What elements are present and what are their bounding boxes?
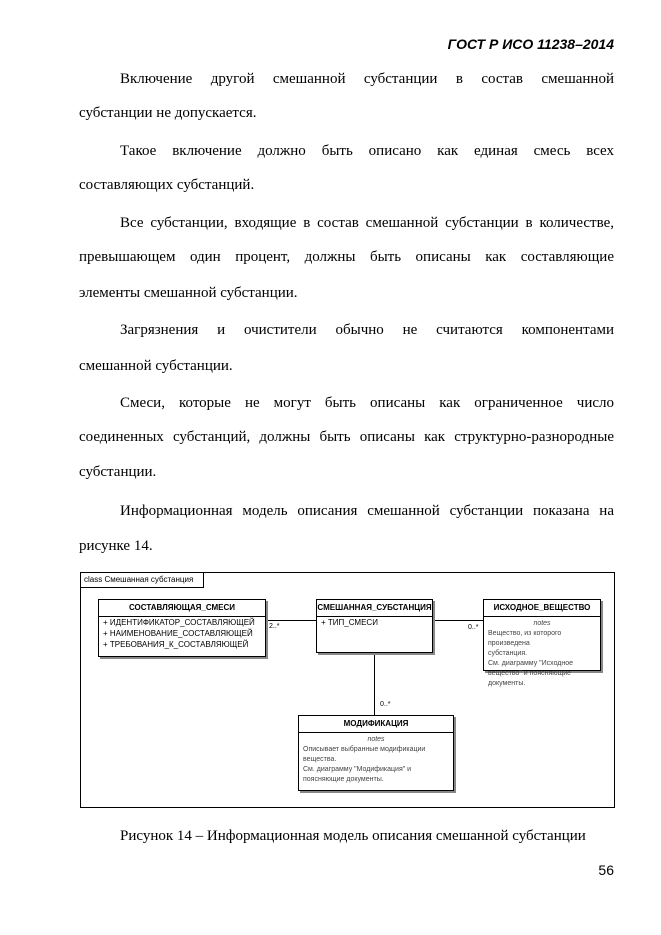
figure-caption: Рисунок 14 – Информационная модель описания смешанной субстанции bbox=[120, 828, 586, 844]
multiplicity-source: 0..* bbox=[468, 624, 479, 631]
association-mixture-source bbox=[433, 620, 483, 621]
class-component-attr-2: + НАИМЕНОВАНИЕ_СОСТАВЛЯЮЩЕЙ bbox=[103, 629, 253, 638]
class-component-attr-1: + ИДЕНТИФИКАТОР_СОСТАВЛЯЮЩЕЙ bbox=[103, 618, 255, 627]
class-mixture-attr-1: + ТИП_СМЕСИ bbox=[321, 618, 378, 627]
uml-class-diagram bbox=[80, 572, 615, 808]
class-source-notes bbox=[484, 617, 600, 691]
class-source bbox=[483, 599, 601, 687]
class-modification-name: МОДИФИКАЦИЯ bbox=[299, 716, 453, 733]
class-source-name: ИСХОДНОЕ_ВЕЩЕСТВО bbox=[484, 600, 600, 617]
document-header: ГОСТ Р ИСО 11238–2014 bbox=[447, 36, 614, 52]
class-mixture bbox=[316, 599, 433, 653]
paragraph-5-line-2: соединенных субстанций, должны быть описаны как структурно-разнородные bbox=[79, 429, 614, 445]
class-modification-notes bbox=[299, 733, 453, 787]
paragraph-1-line-1: Включение другой смешанной субстанции в состав смешанной bbox=[120, 71, 614, 87]
class-source-notes-title: notes bbox=[533, 620, 551, 627]
paragraph-4-line-1: Загрязнения и очистители обычно не считаются компонентами bbox=[120, 322, 614, 338]
paragraph-5-line-1: Смеси, которые не могут быть описаны как ограниченное число bbox=[120, 395, 614, 411]
class-modification-notes-title: notes bbox=[367, 736, 385, 743]
class-modification-note-line: Описывает выбранные модификации bbox=[303, 746, 426, 753]
class-component-name: СОСТАВЛЯЮЩАЯ_СМЕСИ bbox=[99, 600, 265, 617]
page-number: 56 bbox=[598, 862, 614, 878]
class-component bbox=[98, 599, 266, 657]
paragraph-4-line-2: смешанной субстанции. bbox=[79, 358, 233, 374]
class-modification-note-line: поясняющие документы. bbox=[303, 776, 384, 783]
class-source-note-line: См. диаграмму "Исходное bbox=[488, 660, 574, 667]
class-mixture-name: СМЕШАННАЯ_СУБСТАНЦИЯ bbox=[317, 600, 432, 617]
paragraph-3-line-2: превышающем один процент, должны быть описаны как составляющие bbox=[79, 249, 614, 265]
multiplicity-component: 2..* bbox=[269, 623, 280, 630]
paragraph-2-line-1: Такое включение должно быть описано как единая смесь всех bbox=[120, 143, 614, 159]
class-modification-note-line: вещества. bbox=[303, 756, 337, 763]
paragraph-6-line-1: Информационная модель описания смешанной субстанции показана на bbox=[120, 503, 614, 519]
class-source-note-line: вещество" и поясняющие документы. bbox=[488, 670, 572, 687]
class-modification bbox=[298, 715, 454, 791]
paragraph-6-line-2: рисунке 14. bbox=[79, 538, 153, 554]
diagram-frame-title: class Смешанная субстанция bbox=[81, 573, 204, 588]
class-source-note-line: субстанция. bbox=[488, 650, 528, 657]
class-modification-note-line: См. диаграмму "Модификация" и bbox=[303, 766, 412, 773]
paragraph-3-line-3: элементы смешанной субстанции. bbox=[79, 285, 298, 301]
paragraph-1-line-2: субстанции не допускается. bbox=[79, 105, 257, 121]
paragraph-3-line-1: Все субстанции, входящие в состав смешанной субстанции в количестве, bbox=[120, 215, 614, 231]
paragraph-2-line-2: составляющих субстанций. bbox=[79, 177, 255, 193]
class-component-attr-3: + ТРЕБОВАНИЯ_К_СОСТАВЛЯЮЩЕЙ bbox=[103, 640, 249, 649]
multiplicity-modification: 0..* bbox=[380, 701, 391, 708]
association-component-mixture bbox=[266, 620, 316, 621]
paragraph-5-line-3: субстанции. bbox=[79, 464, 157, 480]
class-source-note-line: Вещество, из которого произведена bbox=[488, 630, 562, 647]
association-mixture-modification bbox=[374, 653, 375, 715]
